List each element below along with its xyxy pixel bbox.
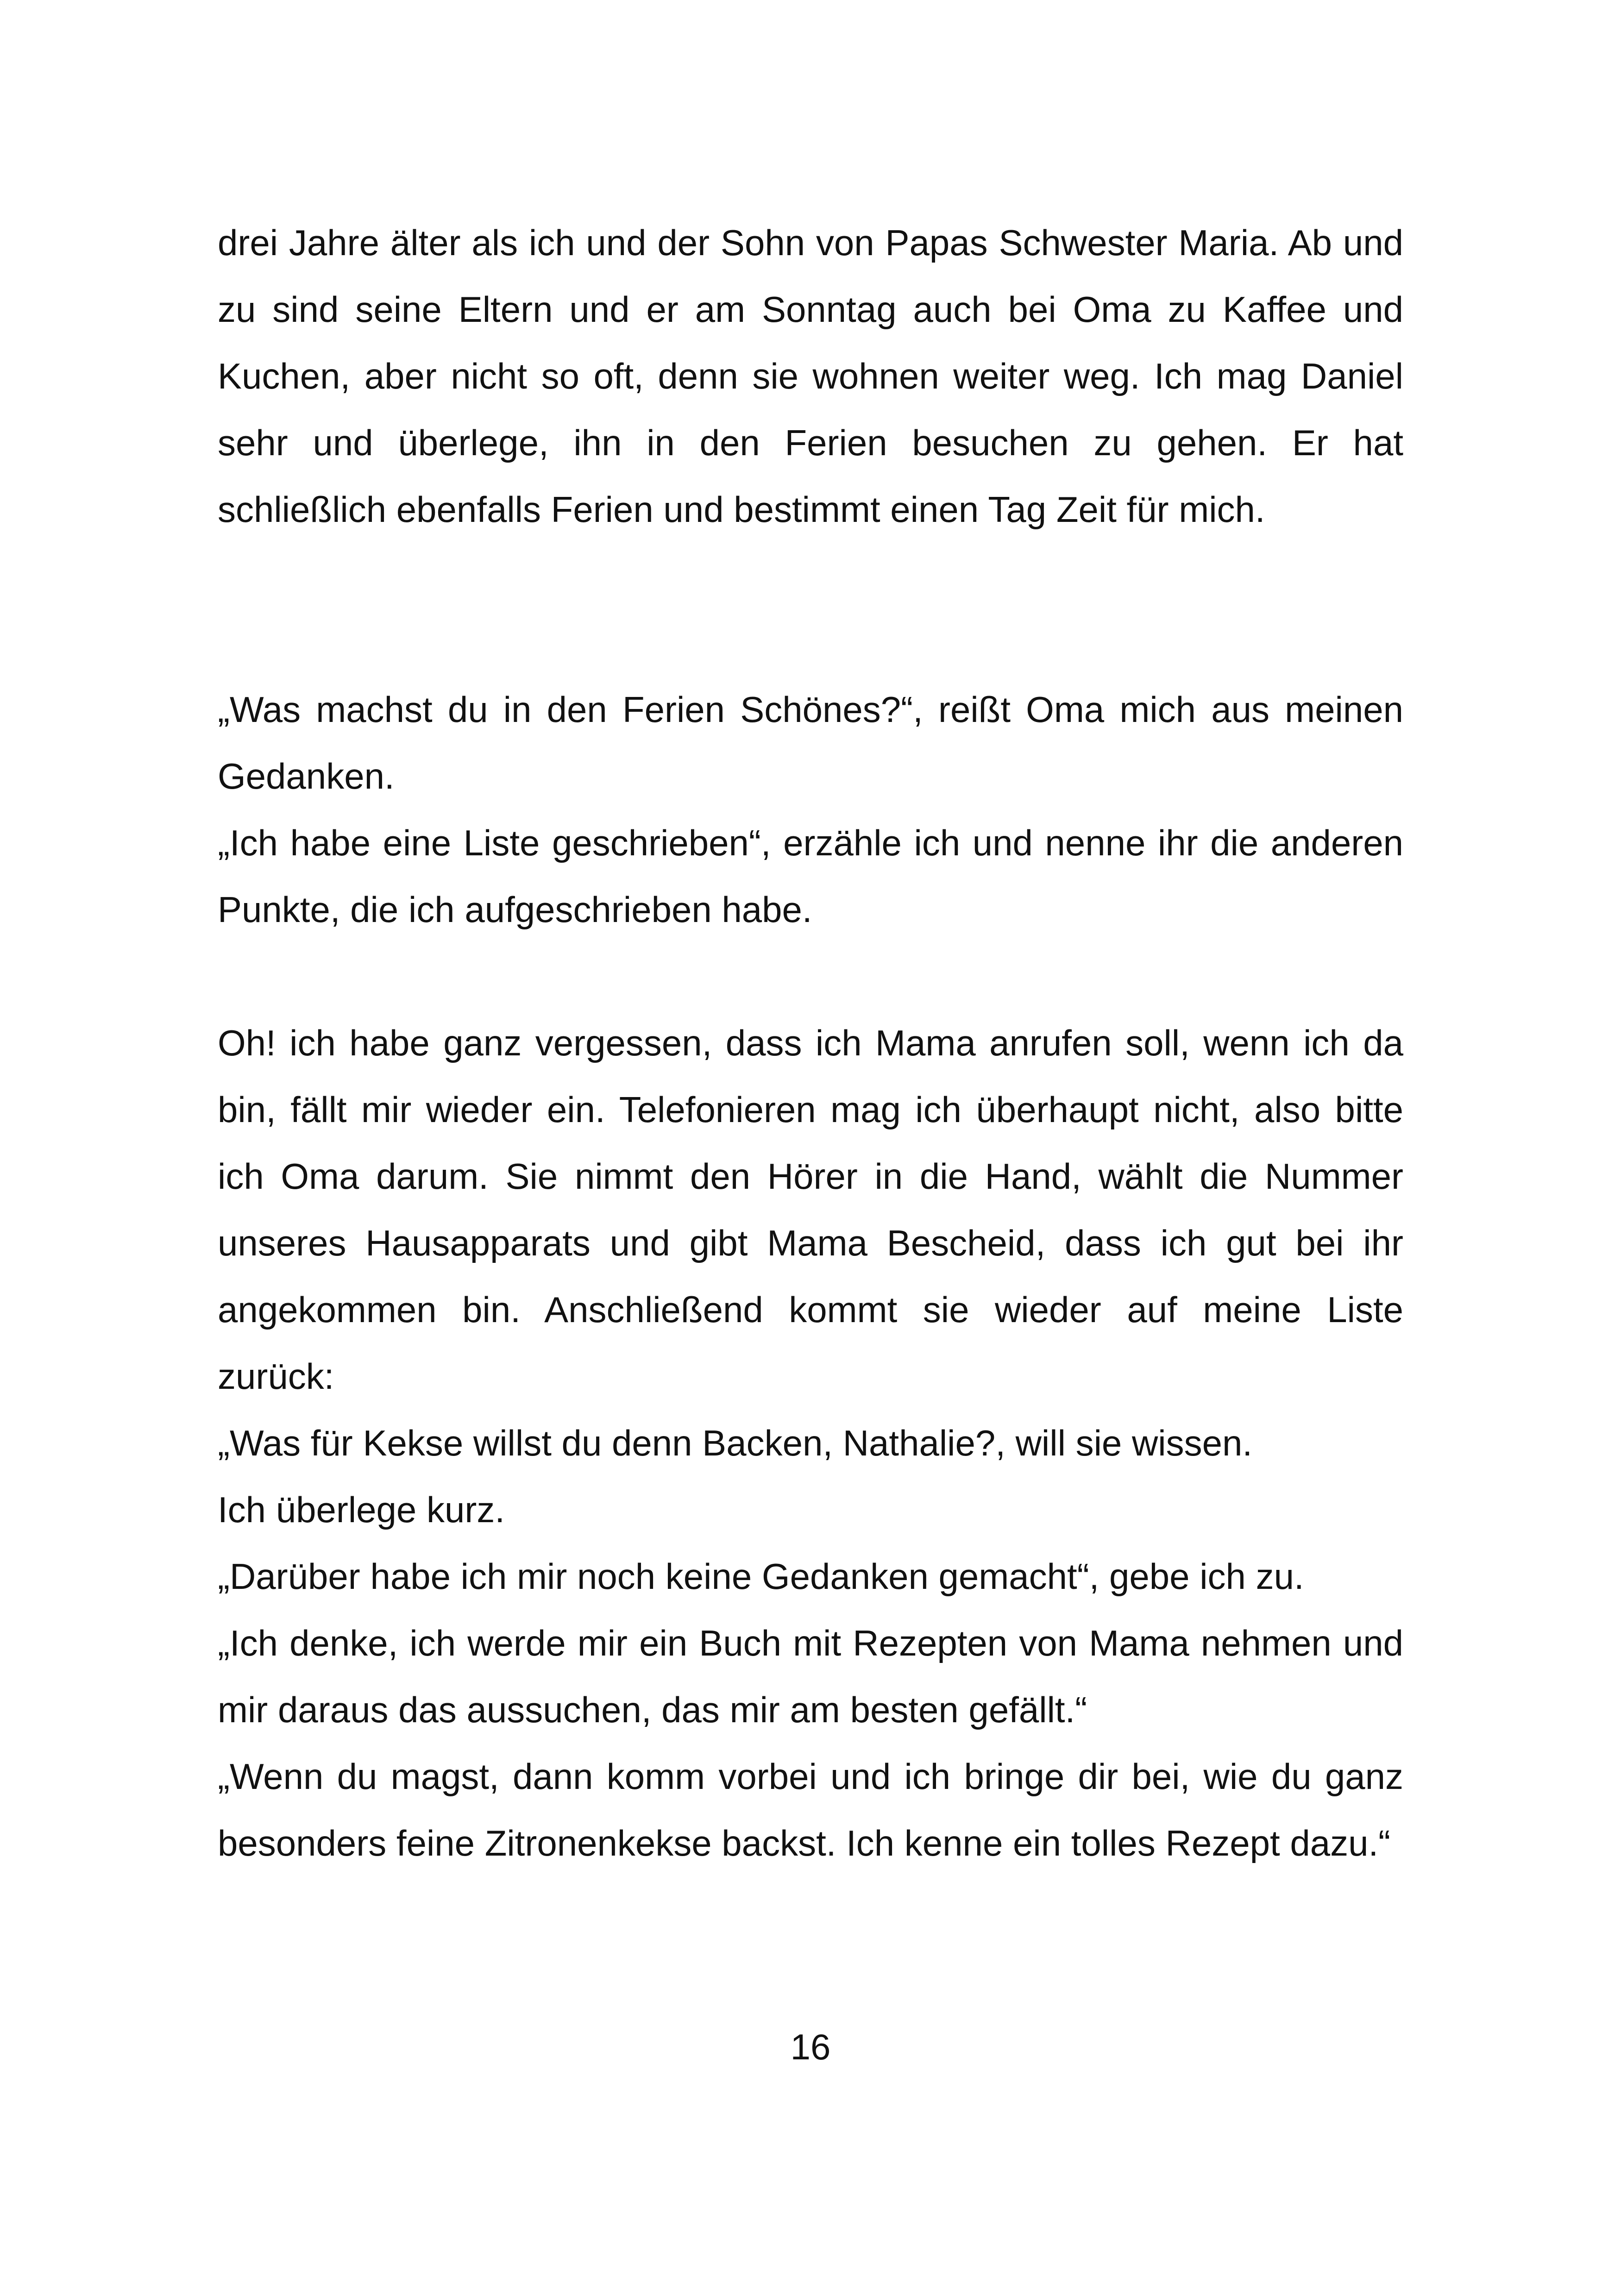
paragraph: „Was machst du in den Ferien Schönes?“, reißt Oma mich aus meinen Gedanken. <box>218 689 1403 797</box>
text-block-3 <box>218 1010 1403 1876</box>
paragraph: Oh! ich habe ganz vergessen, dass ich Mama anrufen soll, wenn ich da bin, fällt mir wieder ein. Telefonieren mag ich überhaupt nicht, also bitte ich Oma darum. Sie nimmt den Hörer in die Hand, wählt die Nummer unseres Hausapparats und gibt Mama Bescheid, dass ich gut bei ihr angekommen bin. Anschließend kommt sie wieder auf meine Liste zurück: <box>218 1023 1403 1397</box>
paragraph: drei Jahre älter als ich und der Sohn von Papas Schwester Maria. Ab und zu sind seine Eltern und er am Sonntag auch bei Oma zu Kaffee und Kuchen, aber nicht so oft, denn sie wohnen weiter weg. Ich mag Daniel sehr und überlege, ihn in den Ferien besuchen zu gehen. Er hat schließlich ebenfalls Ferien und bestimmt einen Tag Zeit für mich. <box>218 222 1403 530</box>
paragraph: „Wenn du magst, dann komm vorbei und ich bringe dir bei, wie du ganz besonders feine Zitronenkekse backst. Ich kenne ein tolles Rezept dazu.“ <box>218 1756 1403 1863</box>
paragraph: „Ich denke, ich werde mir ein Buch mit Rezepten von Mama nehmen und mir daraus das aussuchen, das mir am besten gefällt.“ <box>218 1623 1403 1730</box>
paragraph: „Ich habe eine Liste geschrieben“, erzähle ich und nenne ihr die anderen Punkte, die ich aufgeschrieben habe. <box>218 822 1403 930</box>
text-block-2 <box>218 676 1403 943</box>
paragraph: „Darüber habe ich mir noch keine Gedanken gemacht“, gebe ich zu. <box>218 1556 1304 1597</box>
page-number: 16 <box>790 2026 831 2067</box>
paragraph: „Was für Kekse willst du denn Backen, Nathalie?, will sie wissen. <box>218 1423 1253 1463</box>
paragraph: Ich überlege kurz. <box>218 1489 505 1530</box>
text-block-1 <box>218 209 1403 543</box>
